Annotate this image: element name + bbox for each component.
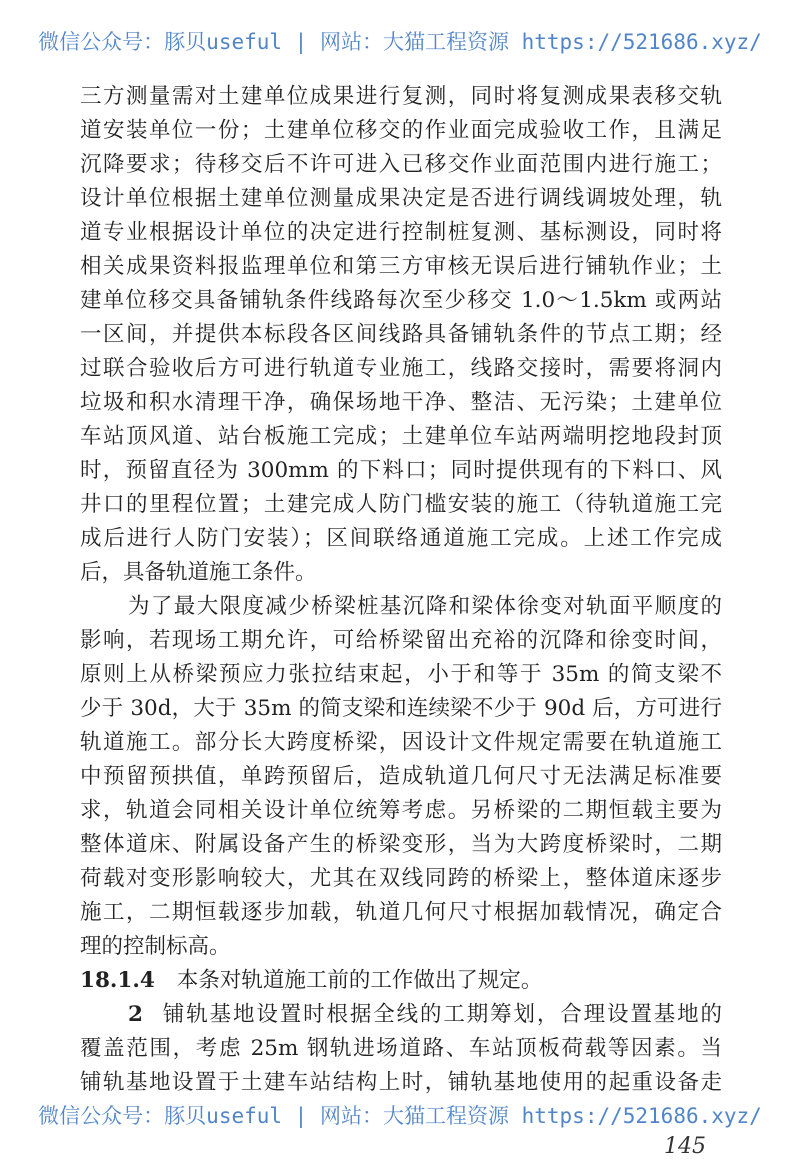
text-line (80, 998, 722, 1032)
text-line: 垃圾和积水清理干净，确保场地干净、整洁、无污染；土建单位 (80, 390, 722, 415)
text-line: 荷载对变形影响较大，尤其在双线同跨的桥梁上，整体道床逐步 (80, 866, 722, 891)
text-line: 影响，若现场工期允许，可给桥梁留出充裕的沉降和徐变时间， (80, 628, 722, 653)
text-line: 覆盖范围，考虑 25m 钢轨进场道路、车站顶板荷载等因素。当 (80, 1036, 722, 1061)
text-line: 时，预留直径为 300mm 的下料口；同时提供现有的下料口、风 (80, 458, 722, 483)
text-line: 后，具备轨道施工条件。 (80, 560, 317, 585)
text-line: 相关成果资料报监理单位和第三方审核无误后进行铺轨作业；土 (80, 254, 722, 279)
text-line: 过联合验收后方可进行轨道专业施工，线路交接时，需要将洞内 (80, 356, 722, 381)
text-line: 为了最大限度减少桥梁桩基沉降和梁体徐变对轨面平顺度的 (128, 594, 722, 619)
text-line: 原则上从桥梁预应力张拉结束起，小于和等于 35m 的简支梁不 (80, 662, 722, 687)
text-line: 道安装单位一份；土建单位移交的作业面完成验收工作，且满足 (80, 118, 722, 143)
text-line: 理的控制标高。 (80, 934, 231, 959)
document-body (80, 80, 722, 1100)
text-line: 井口的里程位置；土建完成人防门槛安装的施工（待轨道施工完 (80, 492, 722, 517)
paragraph-2 (80, 590, 722, 964)
text-line: 道专业根据设计单位的决定进行控制桩复测、基标测设，同时将 (80, 220, 722, 245)
text-line: 铺轨基地设置于土建车站结构上时，铺轨基地使用的起重设备走 (80, 1070, 722, 1095)
text-line: 轨道施工。部分长大跨度桥梁，因设计文件规定需要在轨道施工 (80, 730, 722, 755)
text-line: 成后进行人防门安装）；区间联络通道施工完成。上述工作完成 (80, 526, 722, 551)
text-line: 设计单位根据土建单位测量成果决定是否进行调线调坡处理，轨 (80, 186, 722, 211)
text-line: 求，轨道会同相关设计单位统筹考虑。另桥梁的二期恒载主要为 (80, 798, 722, 823)
text-line: 车站顶风道、站台板施工完成；土建单位车站两端明挖地段封顶 (80, 424, 722, 449)
watermark-bottom: 微信公众号：豚贝useful | 网站：大猫工程资源 https://521686.xyz/ (38, 1104, 762, 1128)
watermark-top: 微信公众号：豚贝useful | 网站：大猫工程资源 https://521686.xyz/ (38, 30, 762, 54)
text-line: 少于 30d，大于 35m 的简支梁和连续梁不少于 90d 后，方可进行 (80, 696, 722, 721)
text-line: 沉降要求；待移交后不许可进入已移交作业面范围内进行施工； (80, 152, 722, 177)
item-2 (80, 998, 722, 1100)
section-number: 18.1.4 (80, 968, 155, 993)
section-text: 本条对轨道施工前的工作做出了规定。 (176, 968, 543, 993)
text-line: 三方测量需对土建单位成果进行复测，同时将复测成果表移交轨 (80, 84, 722, 109)
text-line: 施工，二期恒载逐步加载，轨道几何尺寸根据加载情况，确定合 (80, 900, 722, 925)
text-line: 建单位移交具备铺轨条件线路每次至少移交 1.0～1.5km 或两站 (80, 288, 722, 313)
paragraph-1 (80, 80, 722, 590)
text-line: 一区间，并提供本标段各区间线路具备铺轨条件的节点工期；经 (80, 322, 722, 347)
section-heading (80, 964, 722, 998)
page-number: 145 (664, 1134, 706, 1159)
item-text: 铺轨基地设置时根据全线的工期筹划，合理设置基地的 (160, 1002, 722, 1027)
text-line: 中预留预拱值，单跨预留后，造成轨道几何尺寸无法满足标准要 (80, 764, 722, 789)
item-number: 2 (128, 1002, 143, 1027)
text-line: 整体道床、附属设备产生的桥梁变形，当为大跨度桥梁时，二期 (80, 832, 722, 857)
